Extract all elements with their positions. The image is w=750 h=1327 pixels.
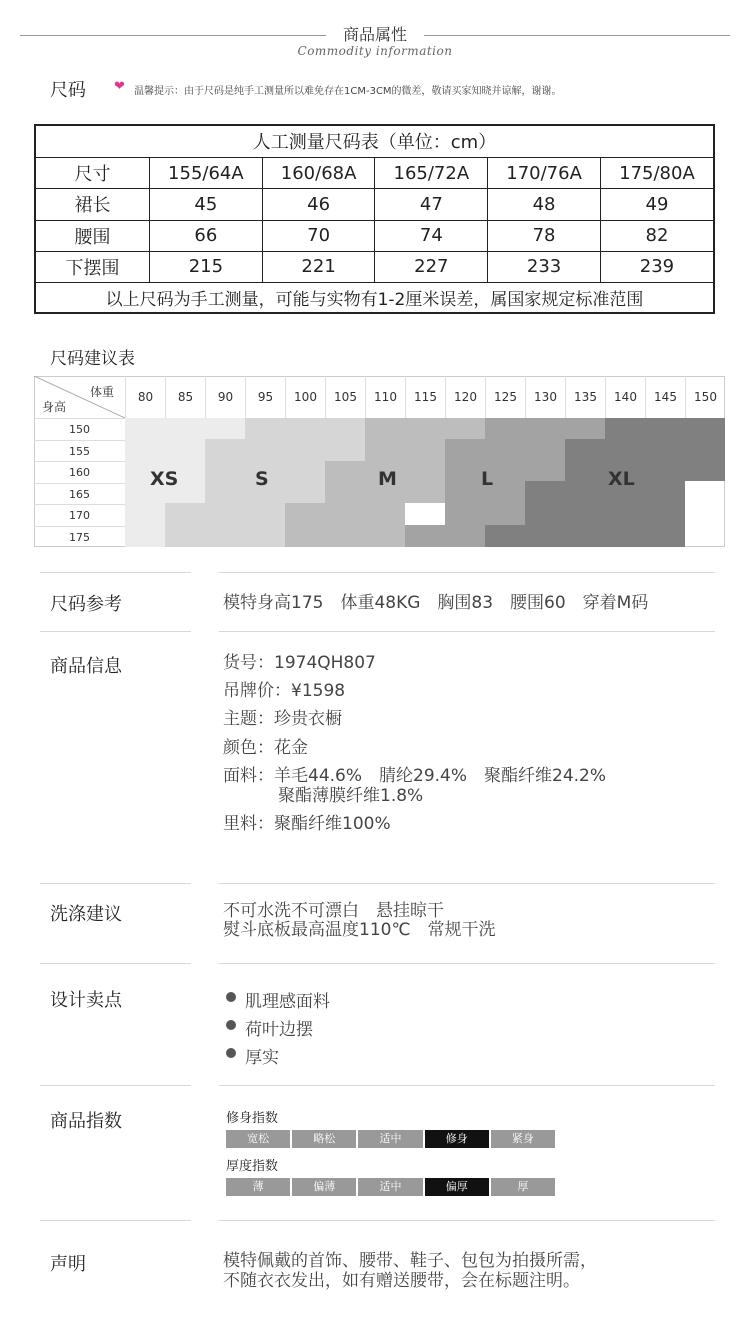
size-block-empty — [685, 481, 724, 546]
thickness-option: 适中 — [358, 1178, 424, 1196]
divider — [40, 1085, 191, 1086]
table-cell: 45 — [150, 189, 263, 220]
heart-icon: ❤ — [114, 79, 125, 94]
fit-option: 宽松 — [226, 1130, 292, 1148]
product-info-line: 聚酯薄膜纤维1.8% — [278, 786, 424, 806]
thickness-index-label: 厚度指数 — [226, 1159, 279, 1174]
height-header-cell: 160 — [34, 461, 125, 482]
design-point: 厚实 — [245, 1048, 279, 1068]
table-cell: 227 — [375, 251, 488, 282]
table-row — [35, 189, 714, 220]
fit-index-label: 修身指数 — [226, 1111, 279, 1126]
thickness-option: 薄 — [226, 1178, 292, 1196]
divider — [219, 572, 715, 573]
size-label-m: M — [378, 468, 397, 490]
size-block-xl-mid — [525, 481, 685, 525]
size-tip: 温馨提示：由于尺码是纯手工测量所以难免存在1CM-3CM的微差，敬请买家知晓并谅解，谢谢。 — [134, 86, 562, 97]
table-cell: 47 — [375, 189, 488, 220]
thickness-index-bar — [226, 1178, 555, 1196]
divider — [219, 1085, 715, 1086]
table-header-cell: 170/76A — [488, 157, 601, 188]
table-header-cell: 165/72A — [375, 157, 488, 188]
table-row — [35, 251, 714, 282]
table-cell: 70 — [262, 220, 375, 251]
size-label: 尺码 — [50, 80, 86, 101]
bullet-icon — [226, 1020, 236, 1030]
table-row — [35, 220, 714, 251]
height-header-cell: 170 — [34, 504, 125, 525]
design-point: 肌理感面料 — [245, 992, 330, 1012]
weight-header-cell: 120 — [445, 376, 485, 418]
table-cell: 82 — [600, 220, 714, 251]
product-info-line: 面料：羊毛44.6% 腈纶29.4% 聚酯纤维24.2% — [223, 766, 607, 786]
weight-header-cell: 125 — [485, 376, 525, 418]
page-title: 商品属性 — [342, 25, 407, 44]
fit-option: 紧身 — [491, 1130, 555, 1148]
divider — [40, 572, 191, 573]
size-reference-text: 模特身高175 体重48KG 胸围83 腰围60 穿着M码 — [223, 593, 649, 613]
size-block-l-top — [485, 418, 605, 439]
divider — [40, 631, 191, 632]
size-block-xl-top — [605, 418, 725, 439]
size-label-xs: XS — [150, 468, 179, 490]
fit-option: 适中 — [358, 1130, 424, 1148]
weight-header-cell: 145 — [645, 376, 685, 418]
table-cell: 下摆围 — [35, 251, 150, 282]
divider — [40, 883, 191, 884]
weight-header-cell: 140 — [605, 376, 645, 418]
divider — [40, 1220, 191, 1221]
height-header-cell: 175 — [34, 526, 125, 547]
table-cell: 腰围 — [35, 220, 150, 251]
bullet-icon — [226, 1048, 236, 1058]
weight-header-cell: 90 — [205, 376, 245, 418]
measurement-table-title: 人工测量尺码表（单位：cm） — [35, 125, 714, 157]
suggestion-title: 尺码建议表 — [50, 349, 135, 369]
bullet-icon — [226, 992, 236, 1002]
divider — [219, 631, 715, 632]
table-cell: 49 — [600, 189, 714, 220]
fit-option: 略松 — [292, 1130, 358, 1148]
measurement-table — [34, 124, 715, 314]
table-header-cell: 160/68A — [262, 157, 375, 188]
size-block-xl-bottom — [485, 525, 685, 547]
height-header-cell: 155 — [34, 440, 125, 461]
size-block-xl — [565, 439, 725, 481]
statement-line: 模特佩戴的首饰、腰带、鞋子、包包为拍摄所需， — [223, 1251, 597, 1271]
wash-label: 洗涤建议 — [50, 904, 122, 925]
table-cell: 78 — [488, 220, 601, 251]
thickness-option: 偏薄 — [292, 1178, 358, 1196]
weight-header-cell: 105 — [325, 376, 365, 418]
wash-line: 不可水洗不可漂白 悬挂晾干 — [223, 901, 444, 921]
table-cell: 66 — [150, 220, 263, 251]
weight-header-cell: 80 — [125, 376, 165, 418]
table-cell: 46 — [262, 189, 375, 220]
height-header-cell: 165 — [34, 483, 125, 504]
size-label-s: S — [255, 468, 269, 490]
table-cell: 233 — [488, 251, 601, 282]
size-block-m-mid — [365, 439, 445, 461]
thickness-option: 厚 — [491, 1178, 555, 1196]
index-label: 商品指数 — [50, 1111, 122, 1132]
statement-label: 声明 — [50, 1254, 86, 1275]
weight-header-cell: 110 — [365, 376, 405, 418]
product-info-line: 主题：珍贵衣橱 — [223, 709, 342, 729]
size-label-l: L — [481, 468, 494, 490]
size-block-xs-tail — [125, 503, 165, 547]
weight-header-cell: 135 — [565, 376, 605, 418]
table-header-cell: 尺寸 — [35, 157, 150, 188]
size-block-s-top — [245, 418, 365, 439]
measurement-table-footer: 以上尺码为手工测量，可能与实物有1-2厘米误差，属国家规定标准范围 — [35, 283, 714, 313]
fit-option-selected: 修身 — [425, 1130, 491, 1148]
product-info-line: 货号：1974QH807 — [223, 653, 376, 673]
size-label-xl: XL — [608, 468, 635, 490]
divider — [40, 963, 191, 964]
size-block-l — [445, 439, 565, 481]
weight-header-cell: 150 — [685, 376, 725, 418]
design-label: 设计卖点 — [50, 990, 122, 1011]
weight-header-cell: 115 — [405, 376, 445, 418]
size-block-l-bottom — [405, 525, 485, 547]
corner-height-label: 身高 — [42, 400, 67, 414]
design-point: 荷叶边摆 — [245, 1020, 313, 1040]
table-cell: 74 — [375, 220, 488, 251]
table-cell: 215 — [150, 251, 263, 282]
table-cell: 221 — [262, 251, 375, 282]
divider — [219, 963, 715, 964]
product-info-line: 吊牌价：¥1598 — [223, 681, 346, 701]
divider — [219, 883, 715, 884]
product-info-line: 里料：聚酯纤维100% — [223, 814, 391, 834]
weight-header-cell: 100 — [285, 376, 325, 418]
table-header-cell: 155/64A — [150, 157, 263, 188]
wash-line: 熨斗底板最高温度110℃ 常规干洗 — [223, 920, 496, 940]
table-cell: 48 — [488, 189, 601, 220]
page-subtitle: Commodity information — [297, 44, 453, 58]
table-cell: 裙长 — [35, 189, 150, 220]
size-block-m-bottom — [285, 503, 405, 547]
product-info-label: 商品信息 — [50, 656, 122, 677]
corner-weight-label: 体重 — [90, 385, 115, 399]
thickness-option-selected: 偏厚 — [425, 1178, 491, 1196]
fit-index-bar — [226, 1130, 555, 1148]
height-header-cell: 150 — [34, 418, 125, 439]
size-block-m-top — [365, 418, 485, 439]
table-header-cell: 175/80A — [600, 157, 714, 188]
weight-header-cell: 95 — [245, 376, 285, 418]
size-reference-label: 尺码参考 — [50, 594, 122, 615]
divider — [219, 1220, 715, 1221]
size-block-s-bottom — [165, 503, 285, 547]
weight-header-cell: 85 — [165, 376, 205, 418]
statement-line: 不随衣衣发出，如有赠送腰带，会在标题注明。 — [223, 1271, 580, 1291]
product-info-line: 颜色：花金 — [223, 738, 308, 758]
table-cell: 239 — [600, 251, 714, 282]
weight-header-cell: 130 — [525, 376, 565, 418]
